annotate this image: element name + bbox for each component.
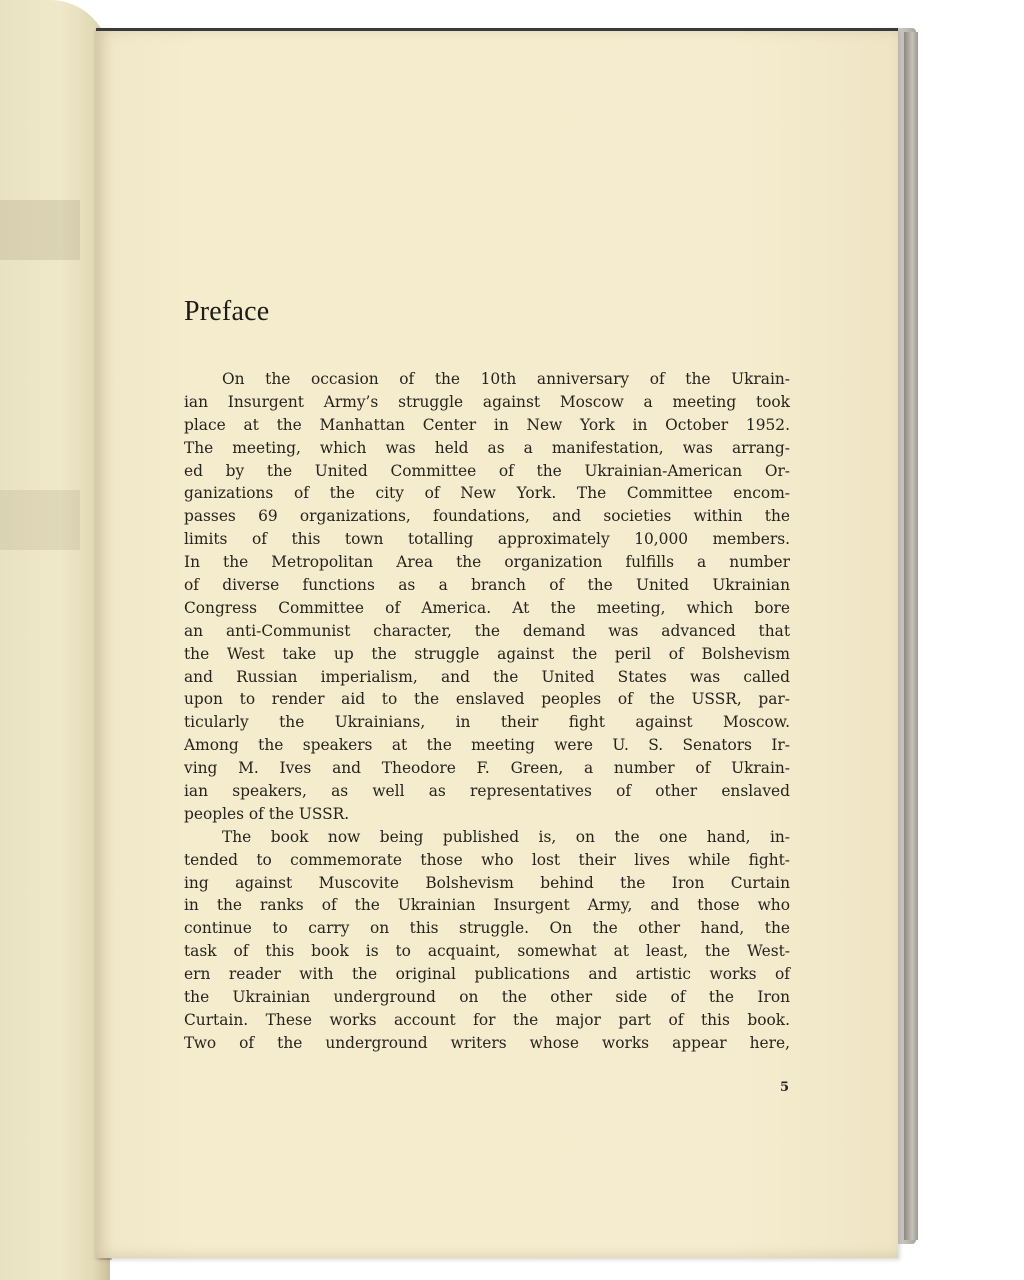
- text-line: ian speakers, as well as representatives of other enslaved: [184, 782, 790, 801]
- text-line: The book now being published is, on the one hand, in-: [222, 827, 790, 846]
- text-line: ian Insurgent Army’s struggle against Moscow a meeting took: [184, 392, 790, 411]
- text-line: the West take up the struggle against the peril of Bolshevism: [184, 644, 790, 663]
- text-line: and Russian imperialism, and the United States was called: [184, 667, 790, 686]
- text-line: Two of the underground writers whose works appear here,: [184, 1033, 790, 1052]
- text-line: Congress Committee of America. At the meeting, which bore: [184, 598, 790, 617]
- text-line: task of this book is to acquaint, somewhat at least, the West-: [184, 942, 790, 961]
- text-line: The meeting, which was held as a manifestation, was arrang-: [184, 438, 790, 457]
- text-line: tended to commemorate those who lost their lives while fight-: [184, 850, 790, 869]
- text-line: passes 69 organizations, foundations, and societies within the: [184, 507, 790, 526]
- book-spine-edge: [904, 32, 918, 1240]
- page-top-edge: [96, 28, 898, 31]
- text-line: peoples of the USSR.: [184, 804, 350, 823]
- text-line: Curtain. These works account for the major part of this book.: [184, 1010, 790, 1029]
- text-line: ed by the United Committee of the Ukrainian-American Or-: [184, 461, 790, 480]
- text-line: ing against Muscovite Bolshevism behind the Iron Curtain: [184, 873, 790, 892]
- page-title: Preface: [184, 296, 270, 327]
- text-line: On the occasion of the 10th anniversary of the Ukrain-: [222, 370, 790, 388]
- text-line: ving M. Ives and Theodore F. Green, a number of Ukrain-: [184, 759, 790, 778]
- text-line: in the ranks of the Ukrainian Insurgent Army, and those who: [184, 896, 790, 915]
- text-line: ticularly the Ukrainians, in their fight against Moscow.: [184, 713, 790, 732]
- text-line: of diverse functions as a branch of the United Ukrainian: [184, 576, 790, 595]
- page-number: 5: [780, 1080, 790, 1095]
- text-line: Among the speakers at the meeting were U. S. Senators Ir-: [184, 736, 790, 755]
- text-line: limits of this town totalling approximately 10,000 members.: [184, 530, 790, 549]
- preface-body: [184, 368, 790, 1055]
- text-line: an anti-Communist character, the demand was advanced that: [184, 621, 790, 640]
- text-line: upon to render aid to the enslaved peoples of the USSR, par-: [184, 690, 790, 709]
- right-page: [96, 28, 898, 1258]
- left-page-bleedthrough: [0, 190, 80, 650]
- text-line: ern reader with the original publications and artistic works of: [184, 965, 790, 984]
- text-line: ganizations of the city of New York. The Committee encom-: [184, 484, 790, 503]
- text-line: the Ukrainian underground on the other side of the Iron: [184, 988, 790, 1007]
- text-line: place at the Manhattan Center in New York in October 1952.: [184, 415, 790, 434]
- text-line: continue to carry on this struggle. On the other hand, the: [184, 919, 790, 938]
- text-line: In the Metropolitan Area the organization fulfills a number: [184, 553, 790, 572]
